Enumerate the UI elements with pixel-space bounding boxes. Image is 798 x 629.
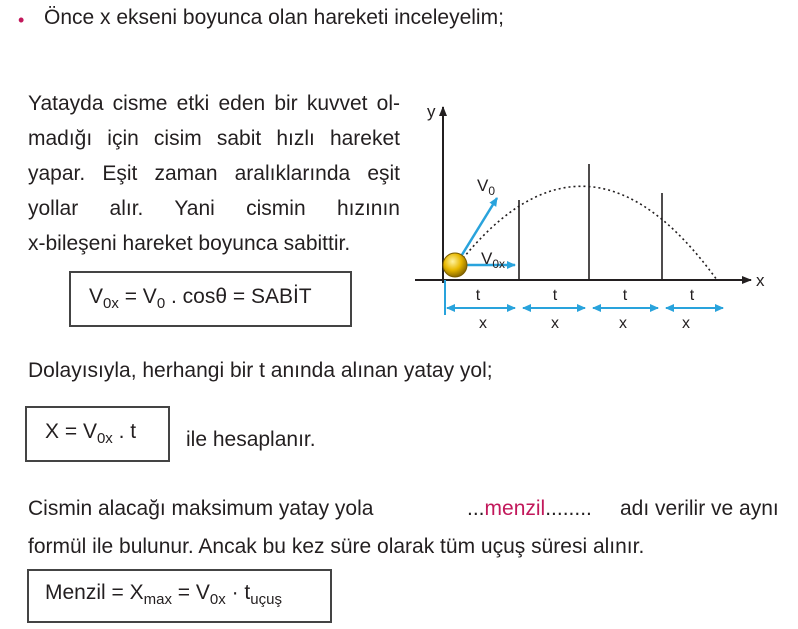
formula-box-x (25, 406, 170, 462)
y-axis-label: y (427, 102, 436, 121)
formula-v0x: $V_{0x} = V_0$ . cosθ = SABİT (89, 285, 312, 312)
ball-icon (443, 253, 467, 277)
paragraph-line: Yatayda cisme etki eden bir kuvvet ol- (28, 92, 400, 115)
v0x-label: $V_{0x}$ (481, 249, 506, 271)
paragraph-line: x-bileşeni hareket boyunca sabittir. (28, 232, 351, 255)
x-interval-label: x (619, 315, 627, 332)
x-interval-label: x (479, 315, 487, 332)
t-label: t (689, 287, 695, 304)
paragraph-line: madığı için cisim sabit hızlı hareket (28, 127, 400, 150)
projectile-diagram (405, 95, 790, 340)
formula-box-menzil (27, 569, 332, 623)
t-label: t (475, 287, 481, 304)
formula-box-v0x (69, 271, 352, 327)
text-line: ile hesaplanır. (186, 428, 316, 451)
formula-menzil: Menzil = $X_{max} = V_{0x} \cdot t_{uçuş}$ (45, 581, 282, 608)
fill-in-blank: ...menzil........ (467, 497, 592, 520)
text-line: Cismin alacağı maksimum yatay yola (28, 497, 374, 520)
section-heading: Önce x ekseni boyunca olan hareketi inceleyelim; (44, 6, 504, 29)
paragraph-line: yollar alır. Yani cismin hızının (28, 197, 400, 220)
paragraph-line: yapar. Eşit zaman aralıklarında eşit (28, 162, 400, 185)
text-line: adı verilir ve aynı (620, 497, 779, 520)
t-label: t (552, 287, 558, 304)
explanation-paragraph (28, 86, 400, 261)
v0-label: $V_0$ (477, 176, 496, 198)
x-axis-label: x (756, 271, 765, 290)
blank-answer: menzil (484, 497, 546, 520)
formula-x: $X = V_{0x}$ . t (45, 420, 137, 447)
text-line: Dolayısıyla, herhangi bir t anında alınan yatay yol; (28, 359, 493, 382)
x-interval-label: x (551, 315, 559, 332)
bullet-icon: • (18, 10, 25, 30)
t-label: t (622, 287, 628, 304)
text-line: formül ile bulunur. Ancak bu kez süre olarak tüm uçuş süresi alınır. (28, 535, 645, 558)
x-interval-label: x (682, 315, 690, 332)
